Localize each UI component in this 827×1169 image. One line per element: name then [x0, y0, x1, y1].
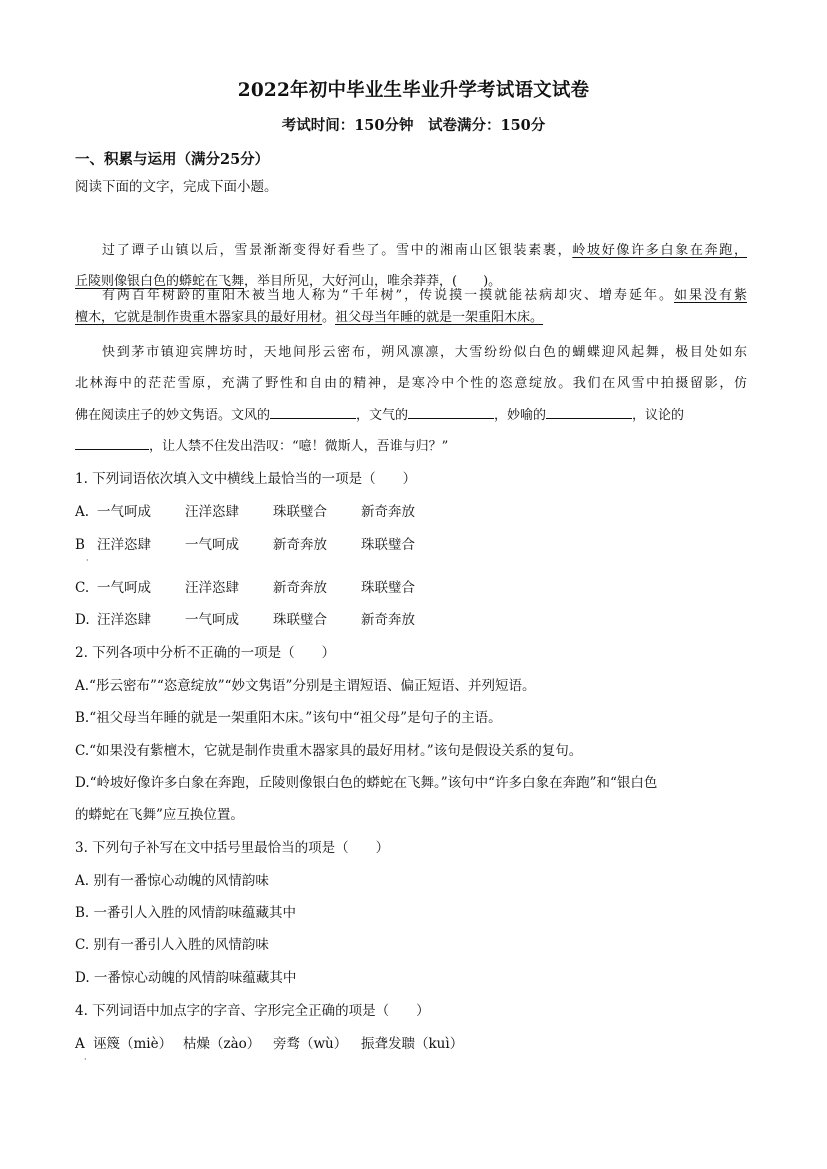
- option-item: 汪洋恣肆: [185, 580, 239, 596]
- passage-p2-line1: [102, 286, 747, 306]
- passage-text: 过了谭子山镇以后，雪景渐渐变得好看些了。雪中的湘南山区银装素裹，: [102, 243, 573, 258]
- q4-stem: 4. 下列词语中加点字的字音、字形完全正确的项是（ ）: [75, 1003, 430, 1019]
- q3-option-d[interactable]: D. 一番惊心动魄的风情韵味蕴藏其中: [75, 970, 297, 986]
- option-item: 一气呵成: [97, 580, 151, 596]
- q1-option-c[interactable]: [75, 578, 449, 598]
- q2-option-c[interactable]: C.“如果没有紫檀木，它就是制作贵重木器家具的最好用材。”该句是假设关系的复句。: [75, 743, 583, 759]
- passage-text: ，妙喻的: [494, 408, 547, 423]
- passage-text: ，文气的: [356, 408, 409, 423]
- option-item: 一气呵成: [185, 612, 239, 628]
- fill-blank-3[interactable]: [546, 406, 632, 419]
- q2-stem: 2. 下列各项中分析不正确的一项是（ ）: [75, 645, 336, 661]
- q1-option-a[interactable]: [75, 502, 449, 522]
- q2-option-d[interactable]: D.“岭坡好像许多白象在奔跑，丘陵则像银白色的蟒蛇在飞舞。”该句中“许多白象在奔跑”和“银白色: [75, 775, 658, 791]
- passage-text: 。: [322, 310, 336, 325]
- q1-option-d[interactable]: [75, 610, 449, 630]
- q1-stem: 1. 下列词语依次填入文中横线上最恰当的一项是（ ）: [75, 471, 417, 487]
- q1-option-b[interactable]: [75, 535, 449, 555]
- q2-option-a[interactable]: A.“彤云密布”“恣意绽放”“妙文隽语”分别是主谓短语、偏正短语、并列短语。: [75, 678, 536, 694]
- option-item: 一气呵成: [185, 537, 239, 553]
- passage-p3-line4: [75, 437, 747, 457]
- option-item: 新奇奔放: [273, 537, 327, 553]
- option-key: A: [75, 1036, 85, 1052]
- passage-text: 佛在阅读庄子的妙文隽语。文风的: [75, 408, 271, 423]
- fill-blank-4[interactable]: [75, 437, 149, 450]
- option-item: 诬篾（miè）: [93, 1036, 173, 1052]
- underlined-sentence: 丘陵则像银白色的蟒蛇在飞舞: [75, 274, 245, 289]
- option-key: B: [75, 537, 85, 553]
- passage-p2-line2: [75, 308, 747, 328]
- option-item: 珠联璧合: [273, 504, 327, 520]
- option-item: 新奇奔放: [273, 580, 327, 596]
- passage-p1-line1: [102, 241, 747, 261]
- passage-text: 有两百年树龄的重阳木被当地人称为“千年树”，传说摸一摸就能祛病却灾、增寿延年。: [102, 288, 675, 303]
- section-heading: 一、积累与运用（满分25分）: [75, 151, 270, 168]
- q2-option-d-cont: 的蟒蛇在飞舞”应互换位置。: [75, 807, 244, 823]
- option-item: 珠联璧合: [361, 580, 415, 596]
- option-item: 一气呵成: [97, 504, 151, 520]
- passage-text: ，议论的: [632, 408, 685, 423]
- underlined-sentence: 檀木，它就是制作贵重木器家具的最好用材: [75, 310, 323, 325]
- underlined-sentence: 祖父母当年睡的就是一架重阳木床。: [335, 310, 544, 325]
- option-item: 汪洋恣肆: [185, 504, 239, 520]
- option-item: 汪洋恣肆: [97, 612, 151, 628]
- instruction: 阅读下面的文字，完成下面小题。: [75, 179, 278, 195]
- underlined-sentence: 如果没有紫: [674, 288, 747, 303]
- option-item: 振聋发聩（kuì）: [361, 1036, 464, 1052]
- option-item: 珠联璧合: [361, 537, 415, 553]
- q3-option-b[interactable]: B. 一番引人入胜的风情韵味蕴藏其中: [75, 905, 297, 921]
- page-title: 2022年初中毕业生毕业升学考试语文试卷: [237, 80, 590, 101]
- stray-dot: ·: [84, 1055, 87, 1064]
- option-item: 新奇奔放: [361, 504, 415, 520]
- stray-dot: ·: [86, 556, 89, 565]
- option-key: A.: [75, 504, 90, 520]
- option-key: D.: [75, 612, 90, 628]
- option-item: 枯燥（zào）: [183, 1036, 261, 1052]
- q4-option-a[interactable]: [75, 1034, 471, 1054]
- q2-option-b[interactable]: B.“祖父母当年睡的就是一架重阳木床。”该句中“祖父母”是句子的主语。: [75, 710, 502, 726]
- exam-info: 考试时间：150分钟 试卷满分：150分: [281, 117, 546, 134]
- fill-blank-1[interactable]: [270, 406, 356, 419]
- q3-option-a[interactable]: A. 别有一番惊心动魄的风情韵味: [75, 873, 269, 889]
- passage-p3-line1: 快到茅市镇迎宾牌坊时，天地间彤云密布，朔风凛凛，大雪纷纷似白色的蝴蝶迎风起舞，极目处如东: [102, 345, 747, 360]
- passage-text: ，举目所见，大好河山，唯余莽莽，( )。: [244, 274, 502, 289]
- underlined-sentence: 岭坡好像许多白象在奔跑，: [572, 243, 747, 258]
- q3-stem: 3. 下列句子补写在文中括号里最恰当的项是（ ）: [75, 840, 390, 856]
- option-item: 珠联璧合: [273, 612, 327, 628]
- passage-p3-line3: [75, 406, 747, 426]
- q3-option-c[interactable]: C. 别有一番引人入胜的风情韵味: [75, 937, 269, 953]
- option-item: 新奇奔放: [361, 612, 415, 628]
- option-item: 旁骛（wù）: [273, 1036, 348, 1052]
- option-key: C.: [75, 580, 90, 596]
- fill-blank-2[interactable]: [408, 406, 494, 419]
- option-item: 汪洋恣肆: [97, 537, 151, 553]
- passage-p3-line2: 北林海中的茫茫雪原，充满了野性和自由的精神，是寒冷中个性的恣意绽放。我们在风雪中拍摄留影，仿: [75, 376, 747, 391]
- passage-text: ，让人禁不住发出浩叹：“噫！微斯人，吾谁与归？”: [149, 439, 449, 454]
